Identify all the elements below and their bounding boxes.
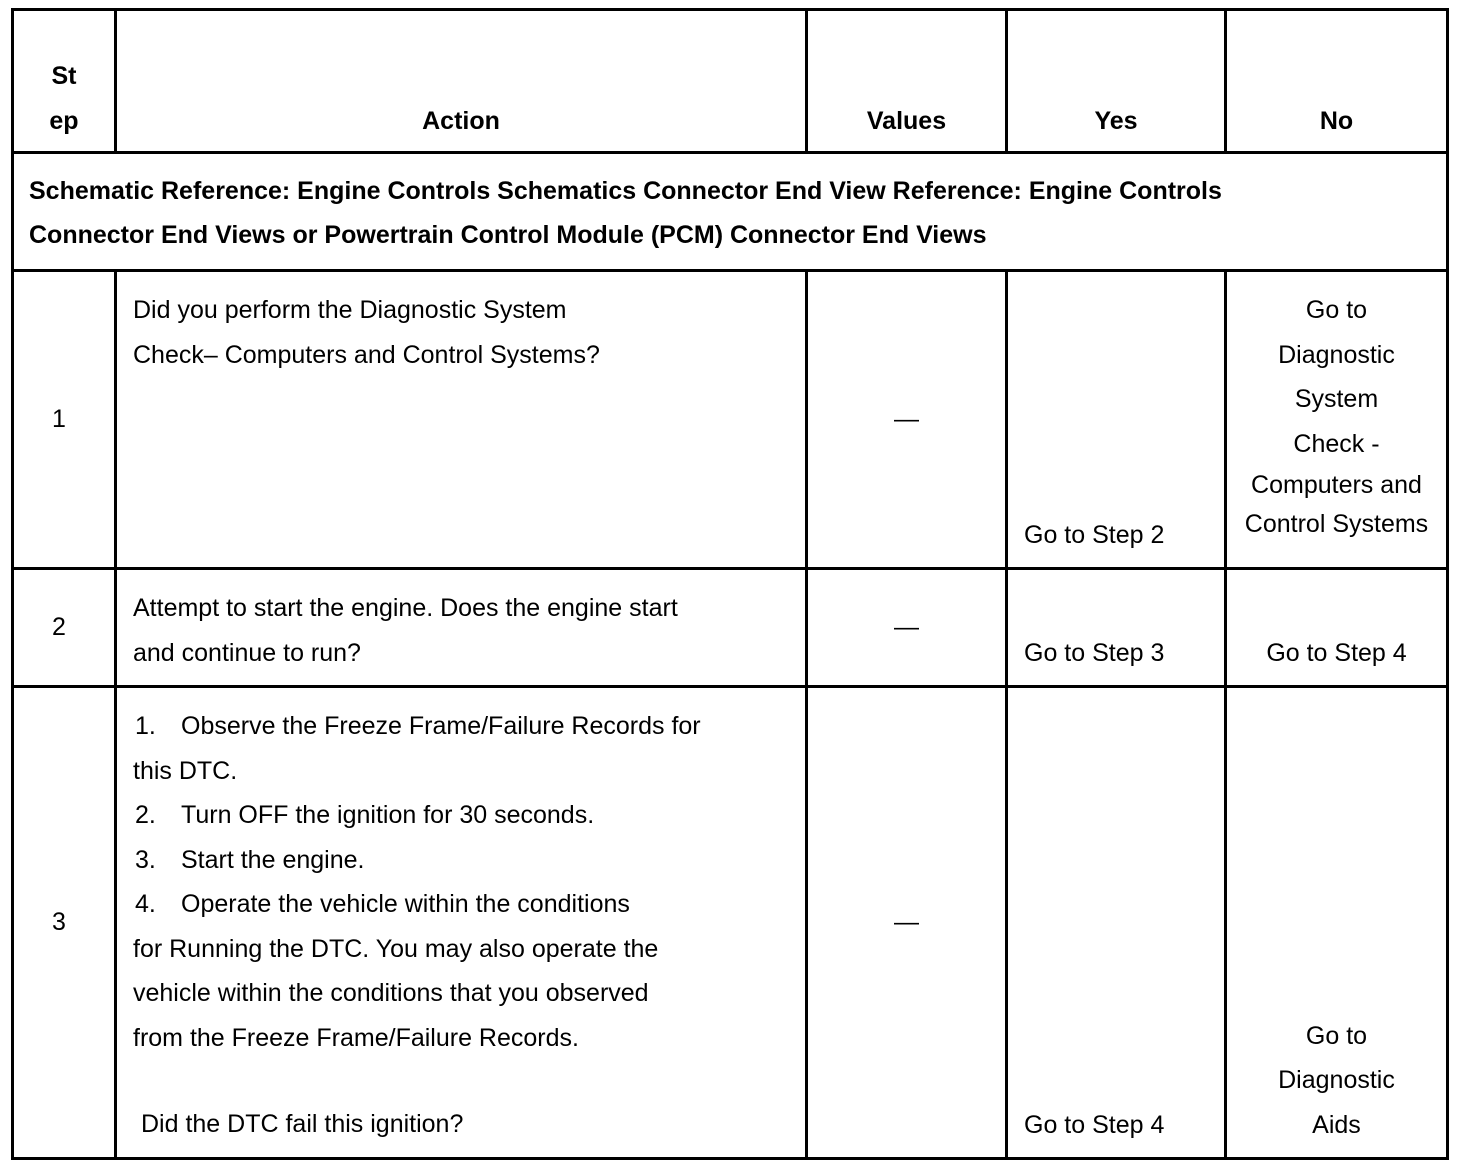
schematic-reference: [13, 153, 1448, 271]
item-text: this DTC.: [133, 756, 238, 785]
action-item: [133, 971, 775, 1016]
item-text: Start the engine.: [181, 845, 365, 874]
reference-line1: Schematic Reference: Engine Controls Schematics Connector End View Reference: Engine Controls: [29, 177, 1222, 205]
action-item: [133, 927, 775, 972]
yes-link: Go to Step 3: [1007, 569, 1226, 687]
action-line: and continue to run?: [133, 638, 361, 667]
action-item: [133, 838, 775, 883]
no-line: Diagnostic: [1278, 340, 1395, 369]
values-text: —: [807, 569, 1007, 687]
no-link: [1226, 271, 1448, 569]
no-line: System: [1294, 385, 1379, 413]
item-number: 3.: [135, 845, 156, 874]
no-line: Computers and: [1251, 471, 1422, 499]
yes-link: Go to Step 2: [1007, 271, 1226, 569]
no-line: Check -: [1293, 429, 1380, 458]
action-text: [116, 687, 807, 1159]
reference-row: [13, 153, 1448, 271]
yes-column-header: Yes: [1007, 10, 1226, 153]
item-text: from the Freeze Frame/Failure Records.: [133, 1023, 579, 1052]
action-item: [133, 882, 775, 927]
values-column-header: Values: [807, 10, 1007, 153]
item-number: 4.: [135, 890, 156, 918]
item-text: Turn OFF the ignition for 30 seconds.: [181, 801, 595, 829]
item-text: for Running the DTC. You may also operate the: [133, 934, 659, 963]
step-number: 2: [13, 569, 116, 687]
action-item: [133, 793, 775, 838]
header-row: [13, 10, 1448, 153]
action-text: [116, 569, 807, 687]
action-line: Attempt to start the engine. Does the engine start: [133, 594, 678, 622]
action-text: [116, 271, 807, 569]
item-number: 2.: [135, 801, 156, 829]
no-link: Go to Step 4: [1226, 569, 1448, 687]
values-text: —: [807, 687, 1007, 1159]
no-line: Control Systems: [1244, 510, 1429, 538]
action-item: [133, 1016, 775, 1061]
table-row: [13, 271, 1448, 569]
yes-link: Go to Step 4: [1007, 687, 1226, 1159]
step-number: 3: [13, 687, 116, 1159]
table-row: [13, 687, 1448, 1159]
action-item: [133, 749, 775, 794]
item-text: vehicle within the conditions that you observed: [133, 979, 649, 1007]
item-number: 1.: [135, 712, 156, 740]
table-row: [13, 569, 1448, 687]
spacer: [133, 1060, 775, 1102]
action-column-header: Action: [116, 10, 807, 153]
step-column-header: [13, 10, 116, 153]
item-text: Operate the vehicle within the conditions: [181, 890, 630, 918]
diagnostic-table: [11, 8, 1449, 1160]
action-item: [133, 704, 775, 749]
step-header-line1: St: [51, 62, 77, 90]
no-link: [1226, 687, 1448, 1159]
values-text: —: [807, 271, 1007, 569]
step-header-line2: ep: [49, 106, 79, 135]
action-question: Did the DTC fail this ignition?: [141, 1110, 464, 1138]
step-number: 1: [13, 271, 116, 569]
no-line: Diagnostic: [1278, 1066, 1395, 1094]
action-line: Did you perform the Diagnostic System: [133, 296, 567, 324]
no-line: Go to: [1305, 1021, 1368, 1050]
no-line: Aids: [1312, 1110, 1361, 1139]
no-line: Go to: [1305, 296, 1368, 324]
item-text: Observe the Freeze Frame/Failure Records for: [181, 712, 701, 740]
action-line: Check– Computers and Control Systems?: [133, 340, 600, 369]
reference-line2: Connector End Views or Powertrain Control Module (PCM) Connector End Views: [29, 221, 987, 249]
no-column-header: No: [1226, 10, 1448, 153]
